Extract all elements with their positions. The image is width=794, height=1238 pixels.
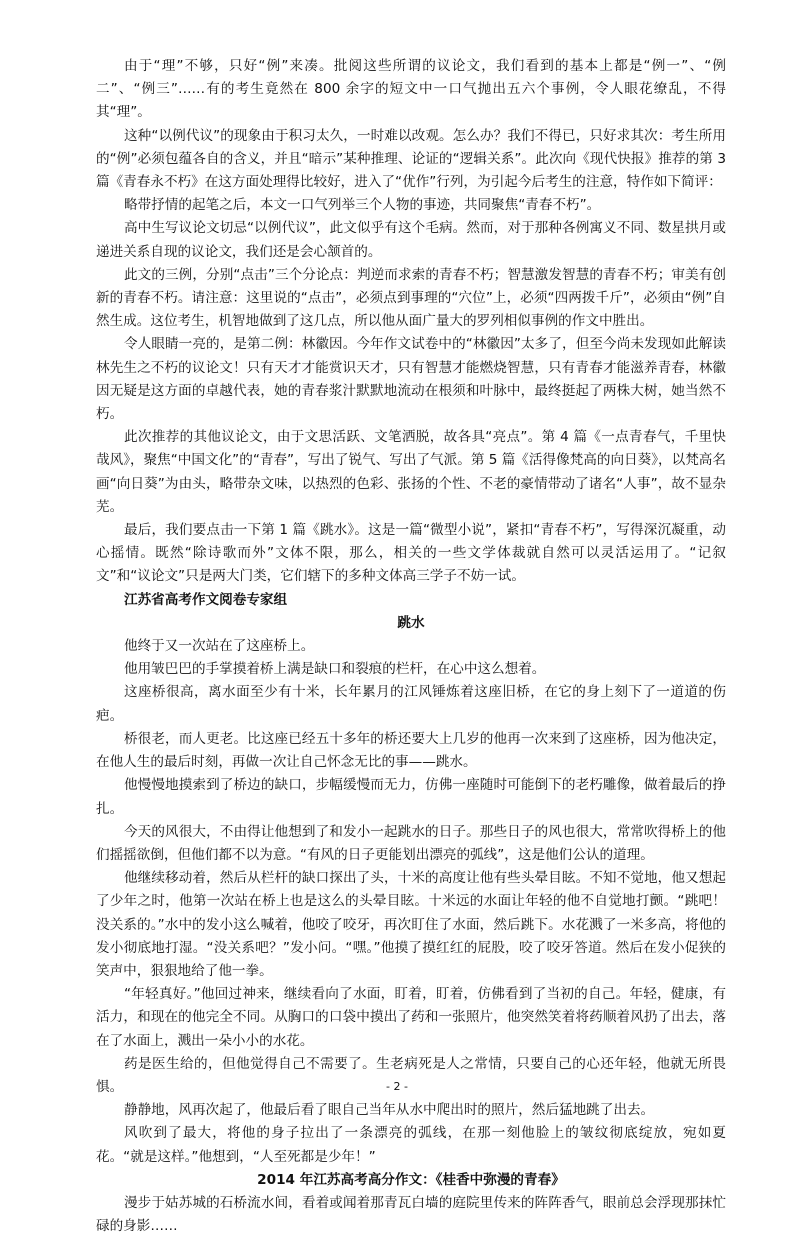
- story-paragraph: 静静地，风再次起了，他最后看了眼自己当年从水中爬出时的照片，然后猛地跳了出去。: [124, 1102, 655, 1119]
- page-number: - 2 -: [386, 1080, 408, 1093]
- document-page: [96, 55, 726, 1238]
- story-paragraph: 桥很老，而人更老。比这座已经五十多年的桥还要大上几岁的他再一次来到了这座桥，因为他决定，在他人生的最后时刻，再做一次让自己怀念无比的事——跳水。: [96, 730, 726, 771]
- story-paragraph: 他终于又一次站在了这座桥上。: [124, 638, 315, 655]
- commentary-paragraph: 令人眼睛一亮的，是第二例：林徽因。今年作文试卷中的“林徽因”太多了，但至今尚未发现如此解读林先生之不朽的议论文！只有天才才能赏识天才，只有智慧才能燃烧智慧，只有青春才能滋养青春，林徽因无疑是这方面的卓越代表，她的青春浆汁默默地流动在根须和叶脉中，最终挺起了两株大树，她当然不朽。: [96, 336, 726, 423]
- commentary-paragraph: 略带抒情的起笔之后，本文一口气列举三个人物的事迹，共同聚焦“青春不朽”。: [124, 197, 601, 214]
- story-paragraph: 风吹到了最大，将他的身子拉出了一条漂亮的弧线，在那一刻他脸上的皱纹彻底绽放，宛如夏花。“就是这样。”他想到，“人至死都是少年！”: [96, 1125, 726, 1165]
- story-paragraph: 他继续移动着，然后从栏杆的缺口探出了头，十米的高度让他有些头晕目眩。不知不觉地，他又想起了少年之时，他第一次站在桥上也是这么的头晕目眩。十米远的水面让年轻的他不自觉地打颤。“跳吧！没关系的。”水中的发小这么喊着，他咬了咬牙，再次盯住了水面，然后跳下。水花溅了一米多高，将他的发小彻底地打湿。“没关系吧？”发小问。“嘿。”他摸了摸红红的屁股，咬了咬牙答道。然后在发小促狭的笑声中，狠狠地给了他一拳。: [96, 870, 726, 979]
- commentary-signature: 江苏省高考作文阅卷专家组: [124, 591, 288, 608]
- story-paragraph: 今天的风很大，不由得让他想到了和发小一起跳水的日子。那些日子的风也很大，常常吹得桥上的他们摇摇欲倒，但他们都不以为意。“有风的日子更能划出漂亮的弧线”，这是他们公认的道理。: [96, 823, 726, 863]
- story-paragraph: 他慢慢地摸索到了桥边的缺口，步幅缓慢而无力，仿佛一座随时可能倒下的老朽雕像，做着最后的挣扎。: [96, 777, 726, 817]
- commentary-paragraph: 由于“理”不够，只好“例”来凑。批阅这些所谓的议论文，我们看到的基本上都是“例一”、“例二”、“例三”……有的考生竟然在 800 余字的短文中一口气抛出五六个事例，令人眼花缭乱，不得其“理”。: [96, 58, 726, 121]
- commentary-paragraph: 高中生写议论文切忌“以例代议”，此文似乎有这个毛病。然而，对于那种各例寓义不同、数星拱月或递进关系自现的议论文，我们还是会心颔首的。: [96, 220, 726, 260]
- commentary-paragraph: 此次推荐的其他议论文，由于文思活跃、文笔洒脱，故各具“亮点”。第 4 篇《一点青春气，千里快哉风》，聚焦“中国文化”的“青春”，写出了锐气、写出了气派。第 5 篇《活得像梵高的向日葵》，以梵高名画“向日葵”为由头，略带杂文味，以热烈的色彩、张扬的个性、不老的豪情带动了诸名“人事”，故不显杂芜。: [96, 429, 726, 515]
- story-title: 跳水: [397, 614, 425, 631]
- next-essay-paragraph: 漫步于姑苏城的石桥流水间，看着或闻着那青瓦白墙的庭院里传来的阵阵香气，眼前总会浮现那抹忙碌的身影……: [96, 1194, 726, 1235]
- story-paragraph: 他用皱巴巴的手掌摸着桥上满是缺口和裂痕的栏杆，在心中这么想着。: [124, 661, 546, 678]
- next-essay-title: 2014 年江苏高考高分作文：《桂香中弥漫的青春》: [257, 1171, 565, 1188]
- commentary-paragraph: 这种“以例代议”的现象由于积习太久，一时难以改观。怎么办？我们不得已，只好求其次：考生所用的“例”必须包蕴各自的含义，并且“暗示”某种推理、论证的“逻辑关系”。此次向《现代快报》推荐的第 3 篇《青春永不朽》在这方面处理得比较好，进入了“优作”行列，为引起今后考生的注意，特作如下简评：: [96, 127, 726, 191]
- commentary-paragraph: 此文的三例，分别“点击”三个分论点：判逆而求索的青春不朽；智慧激发智慧的青春不朽；审美有创新的青春不朽。请注意：这里说的“点击”，必须点到事理的“穴位”上，必须“四两拨千斤”，必须由“例”自然生成。这位考生，机智地做到了这几点，所以他从面广量大的罗列相似事例的作文中胜出。: [96, 266, 726, 330]
- story-paragraph: 这座桥很高，离水面至少有十米，长年累月的江风锤炼着这座旧桥，在它的身上刻下了一道道的伤疤。: [96, 684, 726, 724]
- commentary-paragraph: 最后，我们要点击一下第 1 篇《跳水》。这是一篇“微型小说”，紧扣“青春不朽”，写得深沉凝重，动心摇情。既然“除诗歌而外”文体不限，那么，相关的一些文学体裁就自然可以灵活运用了。“记叙文”和“议论文”只是两大门类，它们辖下的多种文体高三学子不妨一试。: [96, 522, 726, 585]
- story-paragraph: “年轻真好。”他回过神来，继续看向了水面，盯着，盯着，仿佛看到了当初的自己。年轻，健康，有活力，和现在的他完全不同。从胸口的口袋中摸出了药和一张照片，他突然笑着将药顺着风扔了出去，落在了水面上，溅出一朵小小的水花。: [96, 986, 726, 1049]
- story-paragraph: 药是医生给的，但他觉得自己不需要了。生老病死是人之常情，只要自己的心还年轻，他就无所畏惧。: [96, 1055, 726, 1095]
